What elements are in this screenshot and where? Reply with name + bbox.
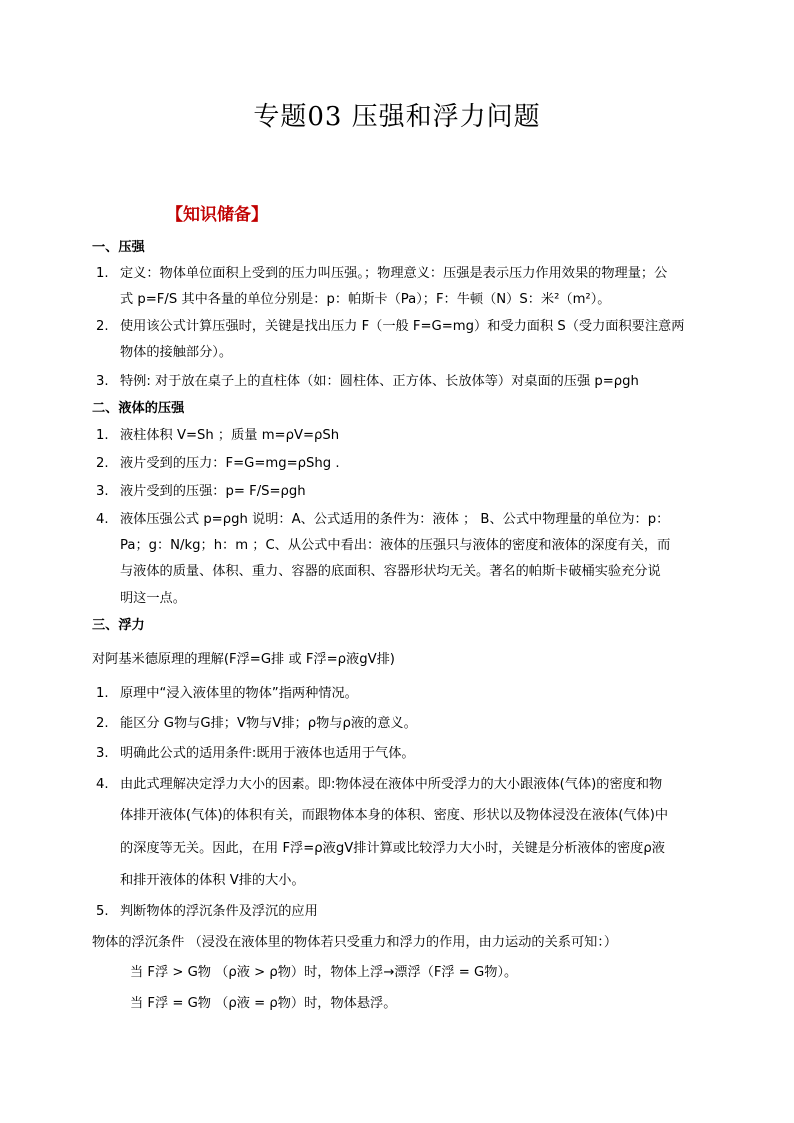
item-line: 原理中“浸入液体里的物体”指两种情况。 bbox=[120, 686, 358, 701]
item-number: 3. bbox=[96, 374, 109, 389]
item-line: 体排开液体(气体)的体积有关，而跟物体本身的体积、密度、形状以及物体浸没在液体(气体)中 bbox=[120, 808, 669, 823]
item-number: 1. bbox=[96, 428, 109, 443]
section-heading-liquid-pressure: 二、液体的压强 bbox=[92, 401, 185, 416]
item-number: 4. bbox=[96, 512, 109, 527]
item-line: 与液体的质量、体积、重力、容器的底面积、容器形状均无关。著名的帕斯卡破桶实验充分说 bbox=[120, 564, 661, 579]
item-line: 定义：物体单位面积上受到的压力叫压强。；物理意义：压强是表示压力作用效果的物理量；公 bbox=[120, 266, 668, 281]
item-line: 由此式理解决定浮力大小的因素。即:物体浸在液体中所受浮力的大小跟液体(气体)的密度和物 bbox=[120, 777, 663, 792]
section-label: 【知识储备】 bbox=[166, 205, 268, 225]
item-line: 物体的接触部分）。 bbox=[120, 345, 233, 360]
section-heading-buoyancy: 三、浮力 bbox=[92, 618, 145, 633]
item-line: 特例: 对于放在桌子上的直柱体（如：圆柱体、正方体、长放体等）对桌面的压强 p=ρgh bbox=[120, 374, 639, 389]
item-line: 使用该公式计算压强时，关键是找出压力 F（一般 F=G=mg）和受力面积 S（受力面积要注意两 bbox=[120, 319, 685, 334]
item-number: 5. bbox=[96, 904, 109, 919]
item-number: 3. bbox=[96, 484, 109, 499]
section-heading-pressure: 一、压强 bbox=[92, 240, 145, 255]
float-condition-line: 当 F浮 = G物 （ρ液 = ρ物）时，物体悬浮。 bbox=[130, 996, 397, 1011]
item-line: 液柱体积 V=Sh ；质量 m=ρV=ρSh bbox=[120, 428, 340, 443]
page-title: 专题03 压强和浮力问题 bbox=[253, 102, 541, 132]
item-line: 明这一点。 bbox=[120, 591, 186, 606]
item-line: 液片受到的压力：F=G=mg=ρShg . bbox=[120, 456, 340, 471]
item-line: 液片受到的压强：p= F/S=ρgh bbox=[120, 484, 306, 499]
item-line: 判断物体的浮沉条件及浮沉的应用 bbox=[120, 904, 318, 919]
float-condition-intro: 物体的浮沉条件 （浸没在液体里的物体若只受重力和浮力的作用，由力运动的关系可知：） bbox=[92, 935, 618, 950]
item-number: 1. bbox=[96, 686, 109, 701]
item-number: 2. bbox=[96, 716, 109, 731]
item-number: 3. bbox=[96, 746, 109, 761]
float-condition-line: 当 F浮 > G物 （ρ液 > ρ物）时，物体上浮→漂浮（F浮 = G物）。 bbox=[130, 965, 518, 980]
item-line: 液体压强公式 p=ρgh 说明：A、公式适用的条件为：液体 ； B、公式中物理量的单位为：p： bbox=[120, 512, 670, 527]
item-number: 2. bbox=[96, 456, 109, 471]
item-number: 4. bbox=[96, 777, 109, 792]
item-line: 的深度等无关。因此，在用 F浮=ρ液gV排计算或比较浮力大小时，关键是分析液体的密度ρ液 bbox=[120, 841, 665, 856]
item-line: 和排开液体的体积 V排的大小。 bbox=[120, 873, 305, 888]
item-number: 1. bbox=[96, 266, 109, 281]
item-line: 能区分 G物与G排；V物与V排；ρ物与ρ液的意义。 bbox=[120, 716, 417, 731]
item-line: Pa；g：N/kg；h：m ；C、从公式中看出：液体的压强只与液体的密度和液体的深度有关，而 bbox=[120, 538, 671, 553]
item-line: 明确此公式的适用条件:既用于液体也适用于气体。 bbox=[120, 746, 415, 761]
archimedes-intro: 对阿基米德原理的理解(F浮=G排 或 F浮=ρ液gV排) bbox=[92, 652, 395, 667]
item-line: 式 p=F/S 其中各量的单位分别是：p：帕斯卡（Pa）；F：牛顿（N）S：米²（m²）。 bbox=[120, 292, 611, 307]
item-number: 2. bbox=[96, 319, 109, 334]
